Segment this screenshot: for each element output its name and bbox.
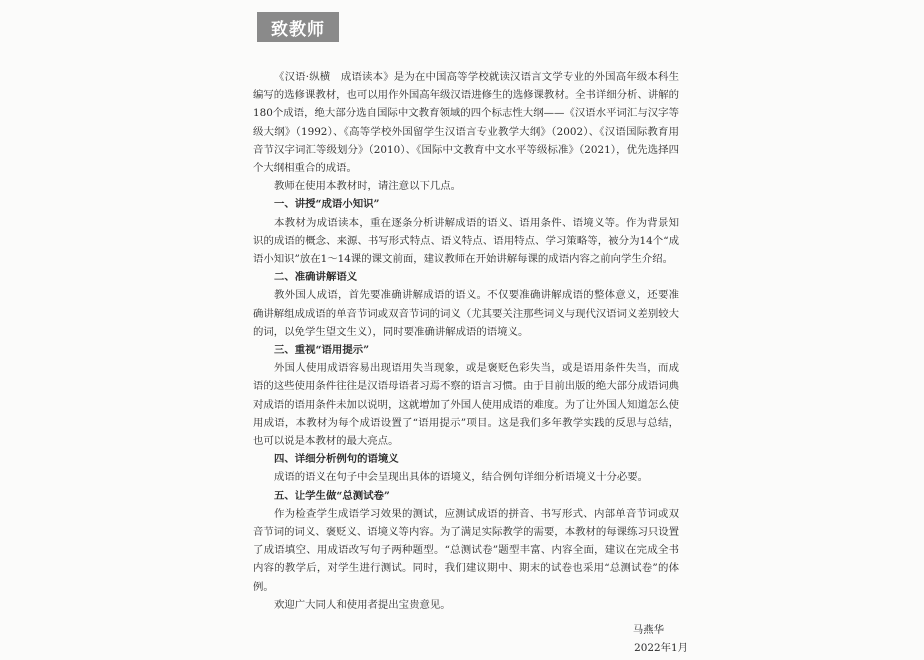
section-heading: 三、重视“语用提示”: [274, 344, 370, 357]
section-heading: 四、详细分析例句的语境义: [274, 453, 399, 466]
section-body: 教外国人成语，首先要准确讲解成语的语义。不仅要准确讲解成语的整体意义，还要准确讲解组成成语的单音节词或双音节词的词义（尤其要关注那些词义与现代汉语词义差别较大的词，以免学生望文生义），同时要准确讲解成语的语境义。: [253, 289, 680, 338]
section-heading: 五、让学生做“总测试卷”: [274, 489, 390, 502]
intro-paragraph: 《汉语·纵横 成语读本》是为在中国高等学校就读汉语言文学专业的外国高年级本科生编写的选修课教材，也可以用作外国高年级汉语进修生的选修课教材。全书详细分析、讲解的180个成语，绝大部分选自国际中文教育领域的四个标志性大纲——《汉语水平词汇与汉字等级大纲》（1992）、《高等学校外国留学生汉语言专业教学大纲》（2002）、《汉语国际教育用音节汉字词汇等级划分》（2010）、《国际中文教育中文水平等级标准》（2021），优先选择四个大纲相重合的成语。: [253, 71, 680, 175]
section-body: 外国人使用成语容易出现语用失当现象，或是褒贬色彩失当，或是语用条件失当，而成语的这些使用条件往往是汉语母语者习焉不察的语言习惯。由于目前出版的绝大部分成语词典对成语的语用条件未加以说明，这就增加了外国人使用成语的难度。为了让外国人知道怎么使用成语，本教材为每个成语设置了“语用提示”项目。这是我们多年教学实践的反思与总结，也可以说是本教材的最大亮点。: [253, 362, 680, 448]
page-title: 致教师: [257, 12, 339, 42]
section-heading: 二、准确讲解语义: [274, 271, 358, 284]
section-heading: 一、讲授“成语小知识”: [274, 198, 380, 211]
signature-date: 2022年1月: [634, 642, 688, 654]
section-body: 成语的语义在句子中会呈现出具体的语境义，结合例句详细分析语境义十分必要。: [274, 471, 649, 484]
intro-note: 教师在使用本教材时，请注意以下几点。: [274, 180, 462, 193]
document-body: [253, 68, 679, 614]
section-body: 本教材为成语读本，重在逐条分析讲解成语的语义、语用条件、语境义等。作为背景知识的成语的概念、来源、书写形式特点、语义特点、语用特点、学习策略等，被分为14个“成语小知识”放在1～14课的课文前面，建议教师在开始讲解每课的成语内容之前向学生介绍。: [253, 216, 679, 266]
author-signature: 马燕华: [632, 624, 664, 636]
section-body: 作为检查学生成语学习效果的测试，应测试成语的拼音、书写形式、内部单音节词或双音节词的词义、褒贬义、语境义等内容。为了满足实际教学的需要，本教材的每课练习只设置了成语填空、用成语改写句子两种题型。“总测试卷”题型丰富、内容全面，建议在完成全书内容的教学后，对学生进行测试。同时，我们建议期中、期末的试卷也采用“总测试卷”的体例。: [253, 507, 680, 593]
closing-line: 欢迎广大同人和使用者提出宝贵意见。: [274, 598, 451, 611]
